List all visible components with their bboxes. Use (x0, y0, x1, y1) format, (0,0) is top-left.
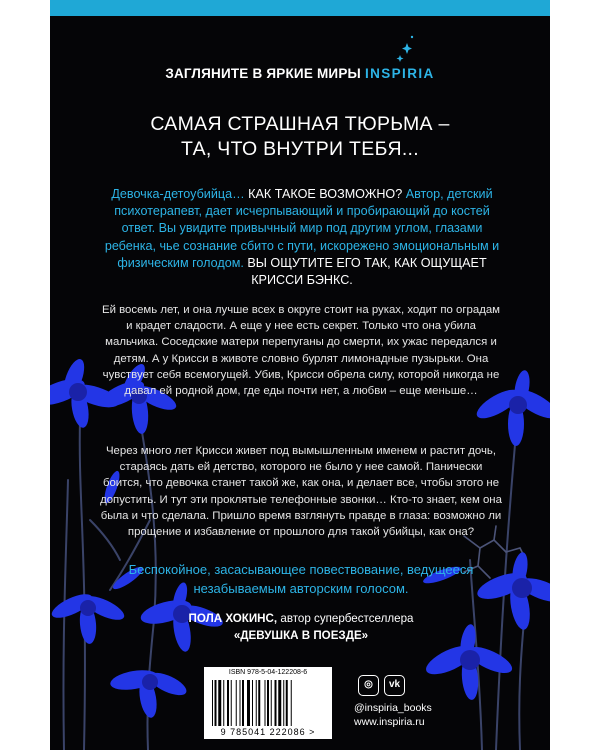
barcode-bar (218, 680, 221, 726)
social-handle[interactable]: @inspiria_books (354, 702, 432, 714)
lead-part-2: КАК ТАКОЕ ВОЗМОЖНО? (244, 187, 406, 201)
barcode-bar (286, 680, 288, 726)
barcode-bar (278, 680, 281, 726)
instagram-icon[interactable]: ◎ (358, 675, 379, 696)
barcode-bar (291, 680, 292, 726)
barcode-bar (231, 680, 232, 726)
isbn-digits: 9 785041 222086 > (220, 727, 316, 737)
barcode-bar (265, 680, 266, 726)
isbn-barcode-box (204, 667, 332, 739)
lead-part-3: Автор, детский психотерапевт, дает исчерпывающий и пробирающий до костей ответ. Вы увидите привычный мир под другим углом, глазами ребенка, чье сознание сбито с пути, искорежено эмоциональным и физическим голодом. (104, 187, 500, 270)
isbn-label: ISBN 978-5-04-122208-6 (228, 669, 308, 676)
barcode-bar (240, 680, 241, 726)
barcode-bar (247, 680, 250, 726)
tagline (50, 112, 550, 162)
barcode-bar (252, 680, 253, 726)
tagline-line-2: ТА, ЧТО ВНУТРИ ТЕБЯ... (181, 138, 419, 160)
series-prefix: ЗАГЛЯНИТЕ В ЯРКИЕ МИРЫ (165, 66, 361, 81)
tagline-line-1: САМАЯ СТРАШНАЯ ТЮРЬМА – (150, 113, 450, 135)
attribution-book: «ДЕВУШКА В ПОЕЗДЕ» (233, 629, 369, 642)
series-banner (50, 66, 550, 81)
publisher-brand: INSPIRIA (364, 66, 435, 81)
barcode-bar (258, 680, 260, 726)
book-back-cover (50, 0, 550, 750)
barcode-bar (271, 680, 272, 726)
vk-icon[interactable]: vk (384, 675, 405, 696)
barcode (210, 680, 326, 726)
barcode-bar (215, 680, 217, 726)
attribution-name: ПОЛА ХОКИНС, (188, 612, 278, 625)
barcode-bar (242, 680, 244, 726)
sparkle-icon (397, 36, 414, 62)
lead-part-1: Девочка-детоубийца… (111, 187, 245, 201)
barcode-bar (227, 680, 229, 726)
lead-part-4: ВЫ ОЩУТИТЕ ЕГО ТАК, КАК ОЩУЩАЕТ КРИССИ БЭНКС. (243, 255, 487, 288)
website-link[interactable]: www.inspiria.ru (354, 716, 425, 728)
synopsis-paragraph-2: Через много лет Крисси живет под вымышленным именем и растит дочь, стараясь дать ей детство, которого не было у нее самой. Панически боится, что девочка станет такой же, как она, и делает все, чтобы этого не допустить. И тут эти проклятые телефонные звонки… Кто-то знает, кем она была и что сделала. Пришло время взглянуть правде в глаза: возможно ли прощение и избавление от прошлого для такой убийцы, как она? (100, 445, 502, 539)
attribution-role: автор супербестселлера (277, 612, 414, 625)
synopsis-paragraph-1: Ей восемь лет, и она лучше всех в округе стоит на руках, ходит по оградам и крадет сладости. А еще у нее есть секрет. Только что она убила мальчика. Соседские матери перепуганы до смерти, их ужас передался и детям. А у Крисси в животе словно бурлят лимонадные пузырьки. Она чувствует себя всемогущей. Убив, Крисси обрела силу, которой никогда не давал ей родной дом, где еды почти нет, а любви – еще меньше… (101, 304, 501, 398)
barcode-bar (256, 680, 257, 726)
flower-7 (109, 667, 190, 719)
barcode-bar (283, 680, 284, 726)
barcode-bar (275, 680, 277, 726)
quote-attribution (120, 610, 482, 644)
review-quote: Беспокойное, засасывающее повествование, ведущееся незабываемым авторским голосом. (128, 562, 474, 596)
barcode-bar (223, 680, 224, 726)
lead-paragraph (102, 186, 502, 289)
barcode-bar (236, 680, 237, 726)
barcode-bar (267, 680, 269, 726)
barcode-bar (212, 680, 213, 726)
